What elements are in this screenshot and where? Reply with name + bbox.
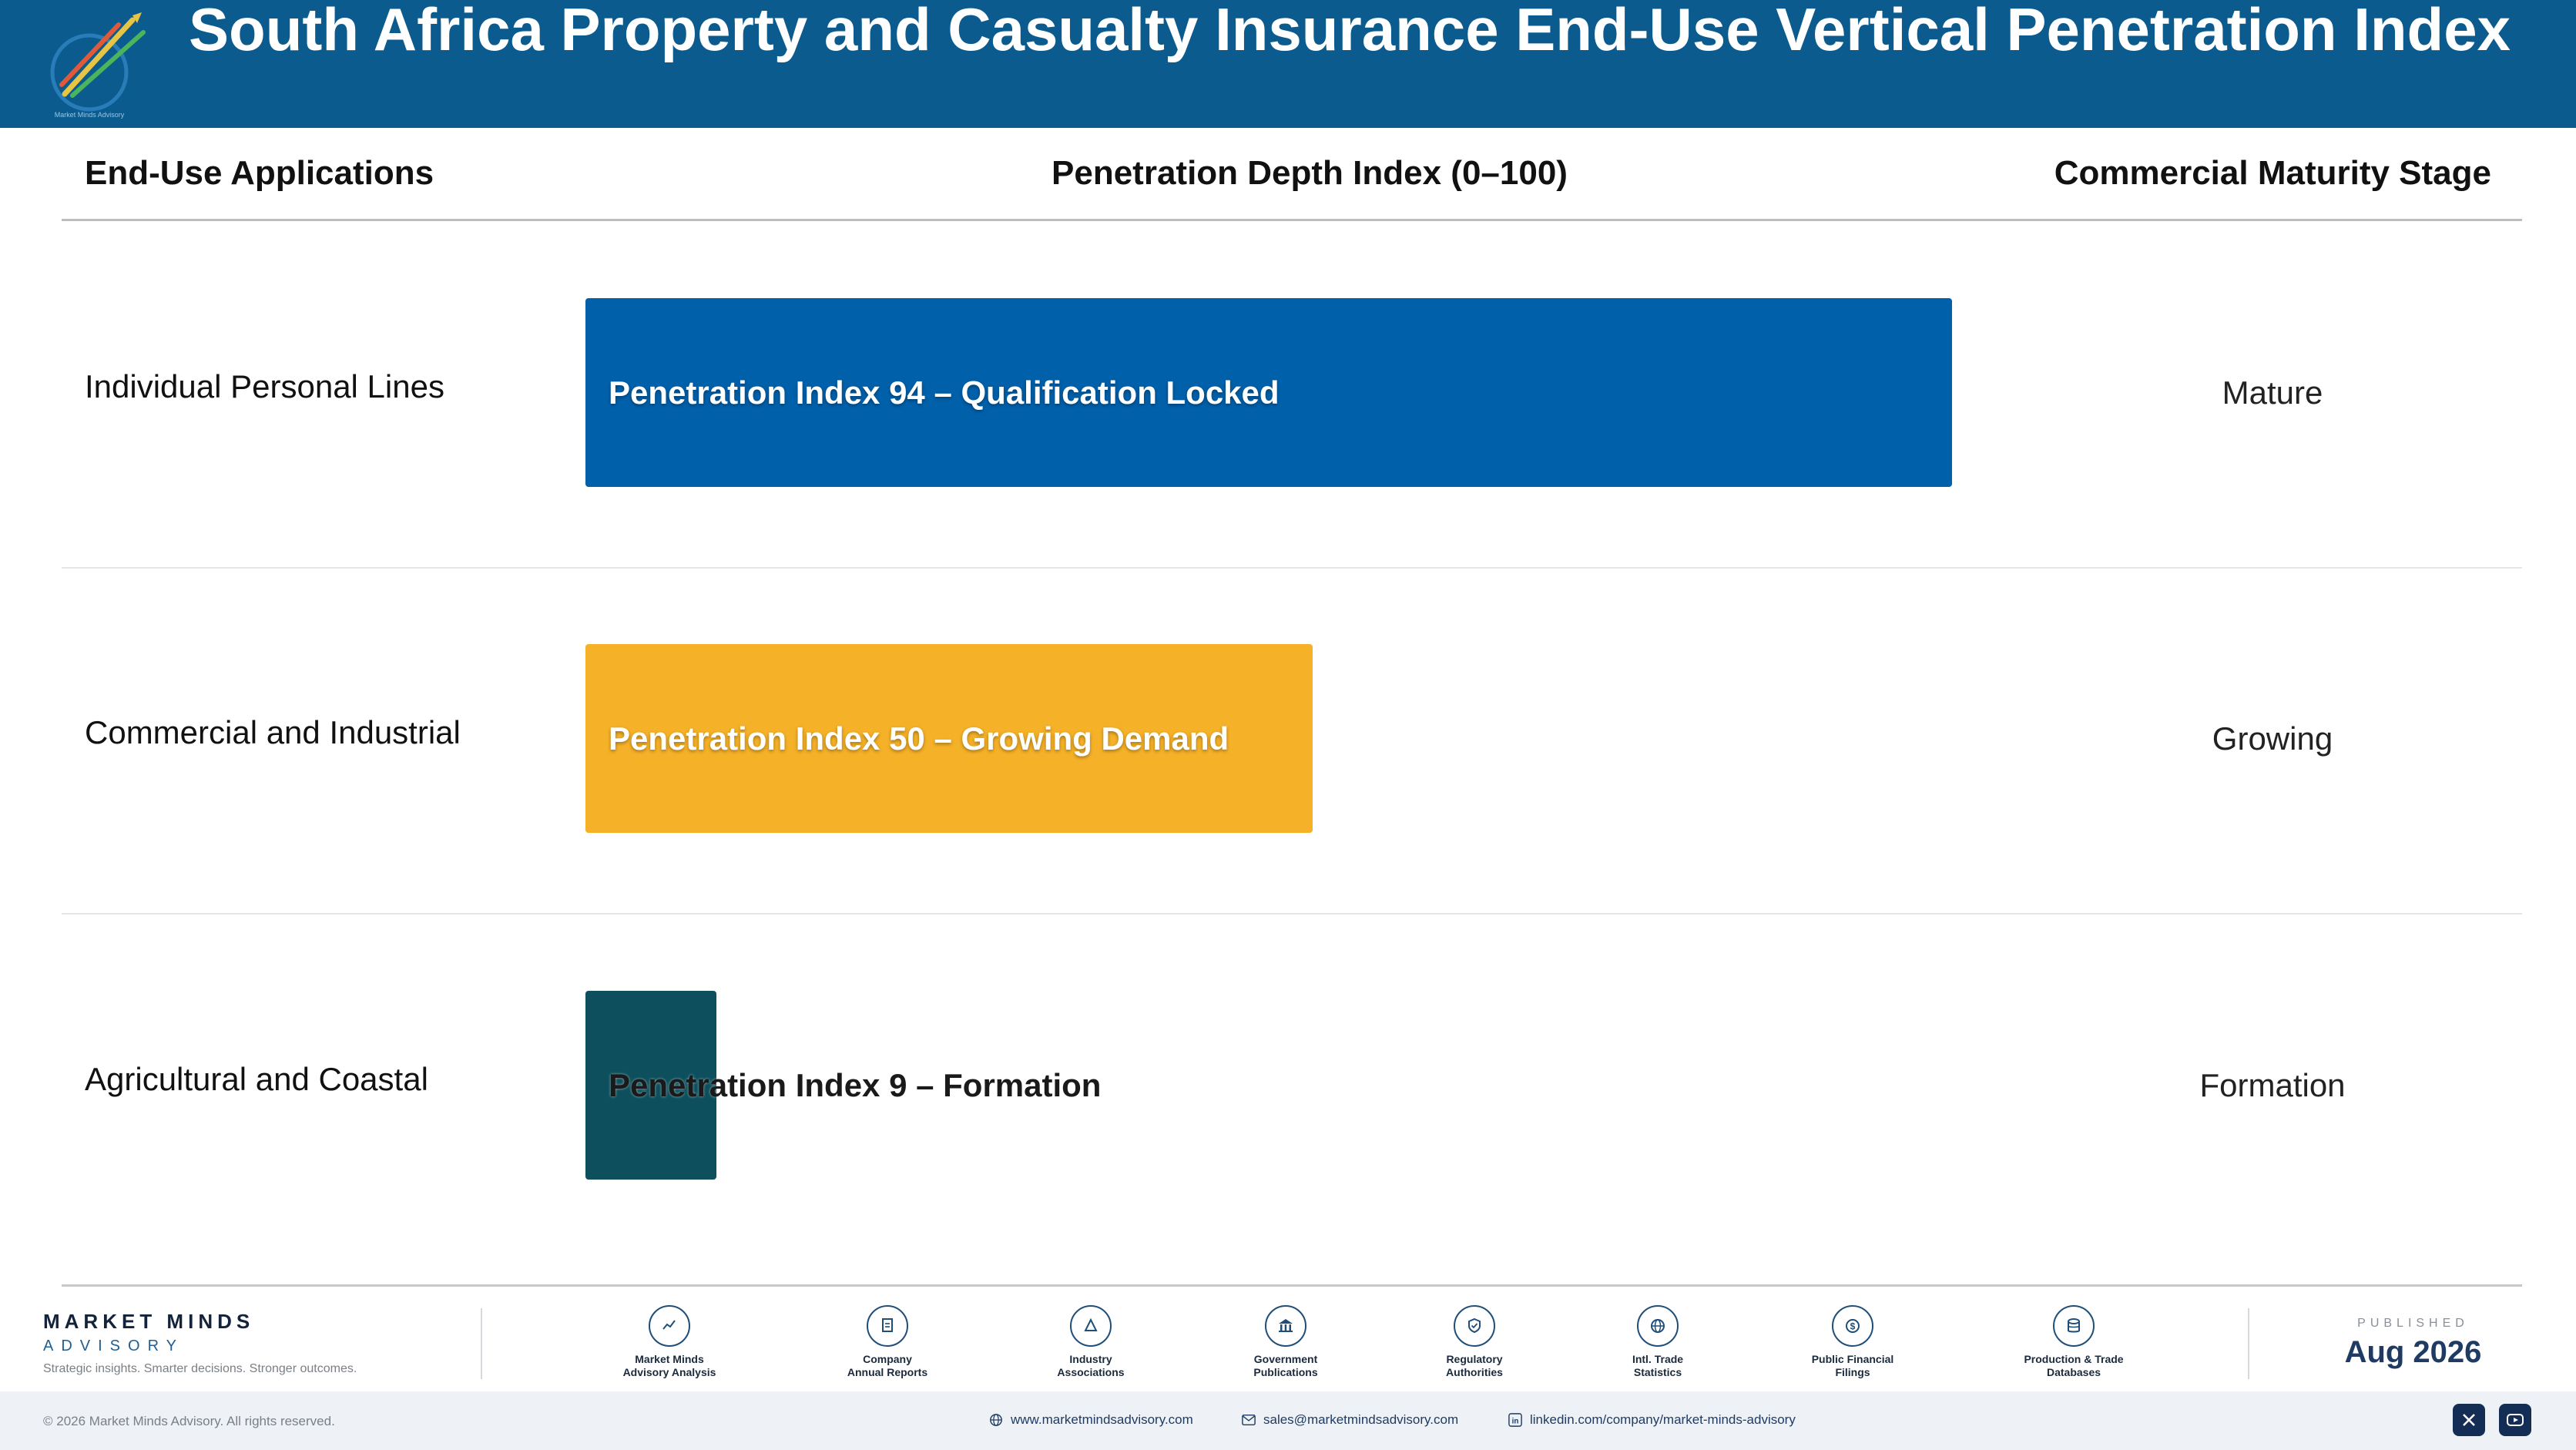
copyright: © 2026 Market Minds Advisory. All rights reserved. bbox=[43, 1414, 335, 1428]
x-logo-icon bbox=[2460, 1411, 2477, 1428]
source-item bbox=[818, 1305, 957, 1379]
source-caption-line2: Statistics bbox=[1633, 1366, 1682, 1378]
header-divider bbox=[62, 219, 2522, 221]
footer-divider-right bbox=[2248, 1308, 2249, 1379]
source-caption-line1: Market Minds bbox=[635, 1353, 704, 1365]
header-banner bbox=[0, 0, 2576, 128]
source-item bbox=[1588, 1305, 1727, 1379]
youtube-icon bbox=[2506, 1412, 2524, 1428]
source-caption bbox=[1216, 1353, 1355, 1379]
source-caption bbox=[1588, 1353, 1727, 1379]
network-icon bbox=[1070, 1305, 1112, 1347]
page-title: South Africa Property and Casualty Insurance End-Use Vertical Penetration Index bbox=[189, 0, 2511, 63]
linkedin-link[interactable] bbox=[1508, 1412, 1796, 1428]
source-caption-line1: Public Financial bbox=[1811, 1353, 1894, 1365]
source-caption-line2: Publications bbox=[1253, 1366, 1318, 1378]
linkedin-text: linkedin.com/company/market-minds-advisory bbox=[1530, 1412, 1796, 1427]
database-icon bbox=[2053, 1305, 2095, 1347]
svg-text:in: in bbox=[1511, 1417, 1519, 1426]
source-item bbox=[1783, 1305, 1922, 1379]
row-divider bbox=[62, 567, 2522, 569]
source-caption bbox=[1783, 1353, 1922, 1379]
source-caption-line1: Company bbox=[863, 1353, 912, 1365]
source-caption-line1: Industry bbox=[1069, 1353, 1112, 1365]
brand-name: MARKET MINDS bbox=[43, 1310, 255, 1333]
column-header-applications: End-Use Applications bbox=[85, 154, 434, 192]
website-text: www.marketmindsadvisory.com bbox=[1011, 1412, 1193, 1427]
source-caption-line2: Authorities bbox=[1446, 1366, 1503, 1378]
youtube-social-button[interactable] bbox=[2499, 1404, 2531, 1436]
bar-data-label: Penetration Index 94 – Qualification Locked bbox=[609, 374, 1280, 411]
email-text: sales@marketmindsadvisory.com bbox=[1263, 1412, 1459, 1427]
globe-icon bbox=[989, 1413, 1003, 1427]
source-item bbox=[1216, 1305, 1355, 1379]
category-label: Commercial and Industrial bbox=[85, 713, 461, 750]
logo-icon bbox=[42, 9, 149, 122]
column-header-stage: Commercial Maturity Stage bbox=[2054, 154, 2491, 192]
source-caption bbox=[818, 1353, 957, 1379]
source-caption-line2: Annual Reports bbox=[847, 1366, 928, 1378]
row-divider bbox=[62, 913, 2522, 915]
mail-icon bbox=[1242, 1414, 1256, 1426]
chart-line-icon bbox=[649, 1305, 690, 1347]
source-caption-line1: Intl. Trade bbox=[1632, 1353, 1684, 1365]
logo-text: Market Minds Advisory bbox=[54, 111, 125, 119]
source-caption-line2: Databases bbox=[2046, 1366, 2101, 1378]
source-caption bbox=[600, 1353, 739, 1379]
footer-divider-left bbox=[481, 1308, 482, 1379]
maturity-stage: Growing bbox=[2212, 720, 2333, 757]
website-link[interactable] bbox=[989, 1412, 1193, 1428]
category-label: Agricultural and Coastal bbox=[85, 1060, 428, 1097]
globe-icon bbox=[1637, 1305, 1679, 1347]
email-link[interactable] bbox=[1242, 1412, 1458, 1428]
source-caption-line1: Government bbox=[1253, 1353, 1318, 1365]
source-caption-line1: Regulatory bbox=[1446, 1353, 1503, 1365]
source-caption bbox=[1021, 1353, 1160, 1379]
column-header-index: Penetration Depth Index (0–100) bbox=[1052, 154, 1568, 192]
brand-tagline: Strategic insights. Smarter decisions. Stronger outcomes. bbox=[43, 1362, 357, 1375]
building-icon bbox=[1265, 1305, 1306, 1347]
source-item bbox=[1021, 1305, 1160, 1379]
source-caption bbox=[1405, 1353, 1544, 1379]
chart-bottom-divider bbox=[62, 1284, 2522, 1287]
maturity-stage: Formation bbox=[2199, 1066, 2346, 1103]
brand-subtitle: ADVISORY bbox=[43, 1338, 184, 1354]
source-item bbox=[600, 1305, 739, 1379]
source-caption-line2: Filings bbox=[1835, 1366, 1870, 1378]
source-caption-line1: Production & Trade bbox=[2024, 1353, 2124, 1365]
source-caption-line2: Associations bbox=[1057, 1366, 1125, 1378]
source-caption bbox=[2004, 1353, 2143, 1379]
category-label: Individual Personal Lines bbox=[85, 368, 444, 404]
published-label: PUBLISHED bbox=[2357, 1317, 2469, 1330]
svg-text:$: $ bbox=[1850, 1321, 1856, 1332]
bar-data-label: Penetration Index 50 – Growing Demand bbox=[609, 720, 1229, 757]
maturity-stage: Mature bbox=[2222, 374, 2323, 411]
source-caption-line2: Advisory Analysis bbox=[622, 1366, 716, 1378]
bar-data-label: Penetration Index 9 – Formation bbox=[609, 1066, 1102, 1103]
source-item bbox=[2004, 1305, 2143, 1379]
linkedin-icon bbox=[1508, 1413, 1522, 1427]
dollar-icon bbox=[1832, 1305, 1873, 1347]
source-item bbox=[1405, 1305, 1544, 1379]
x-social-button[interactable] bbox=[2453, 1404, 2485, 1436]
document-icon bbox=[867, 1305, 908, 1347]
shield-icon bbox=[1454, 1305, 1495, 1347]
published-date: Aug 2026 bbox=[2344, 1335, 2482, 1369]
